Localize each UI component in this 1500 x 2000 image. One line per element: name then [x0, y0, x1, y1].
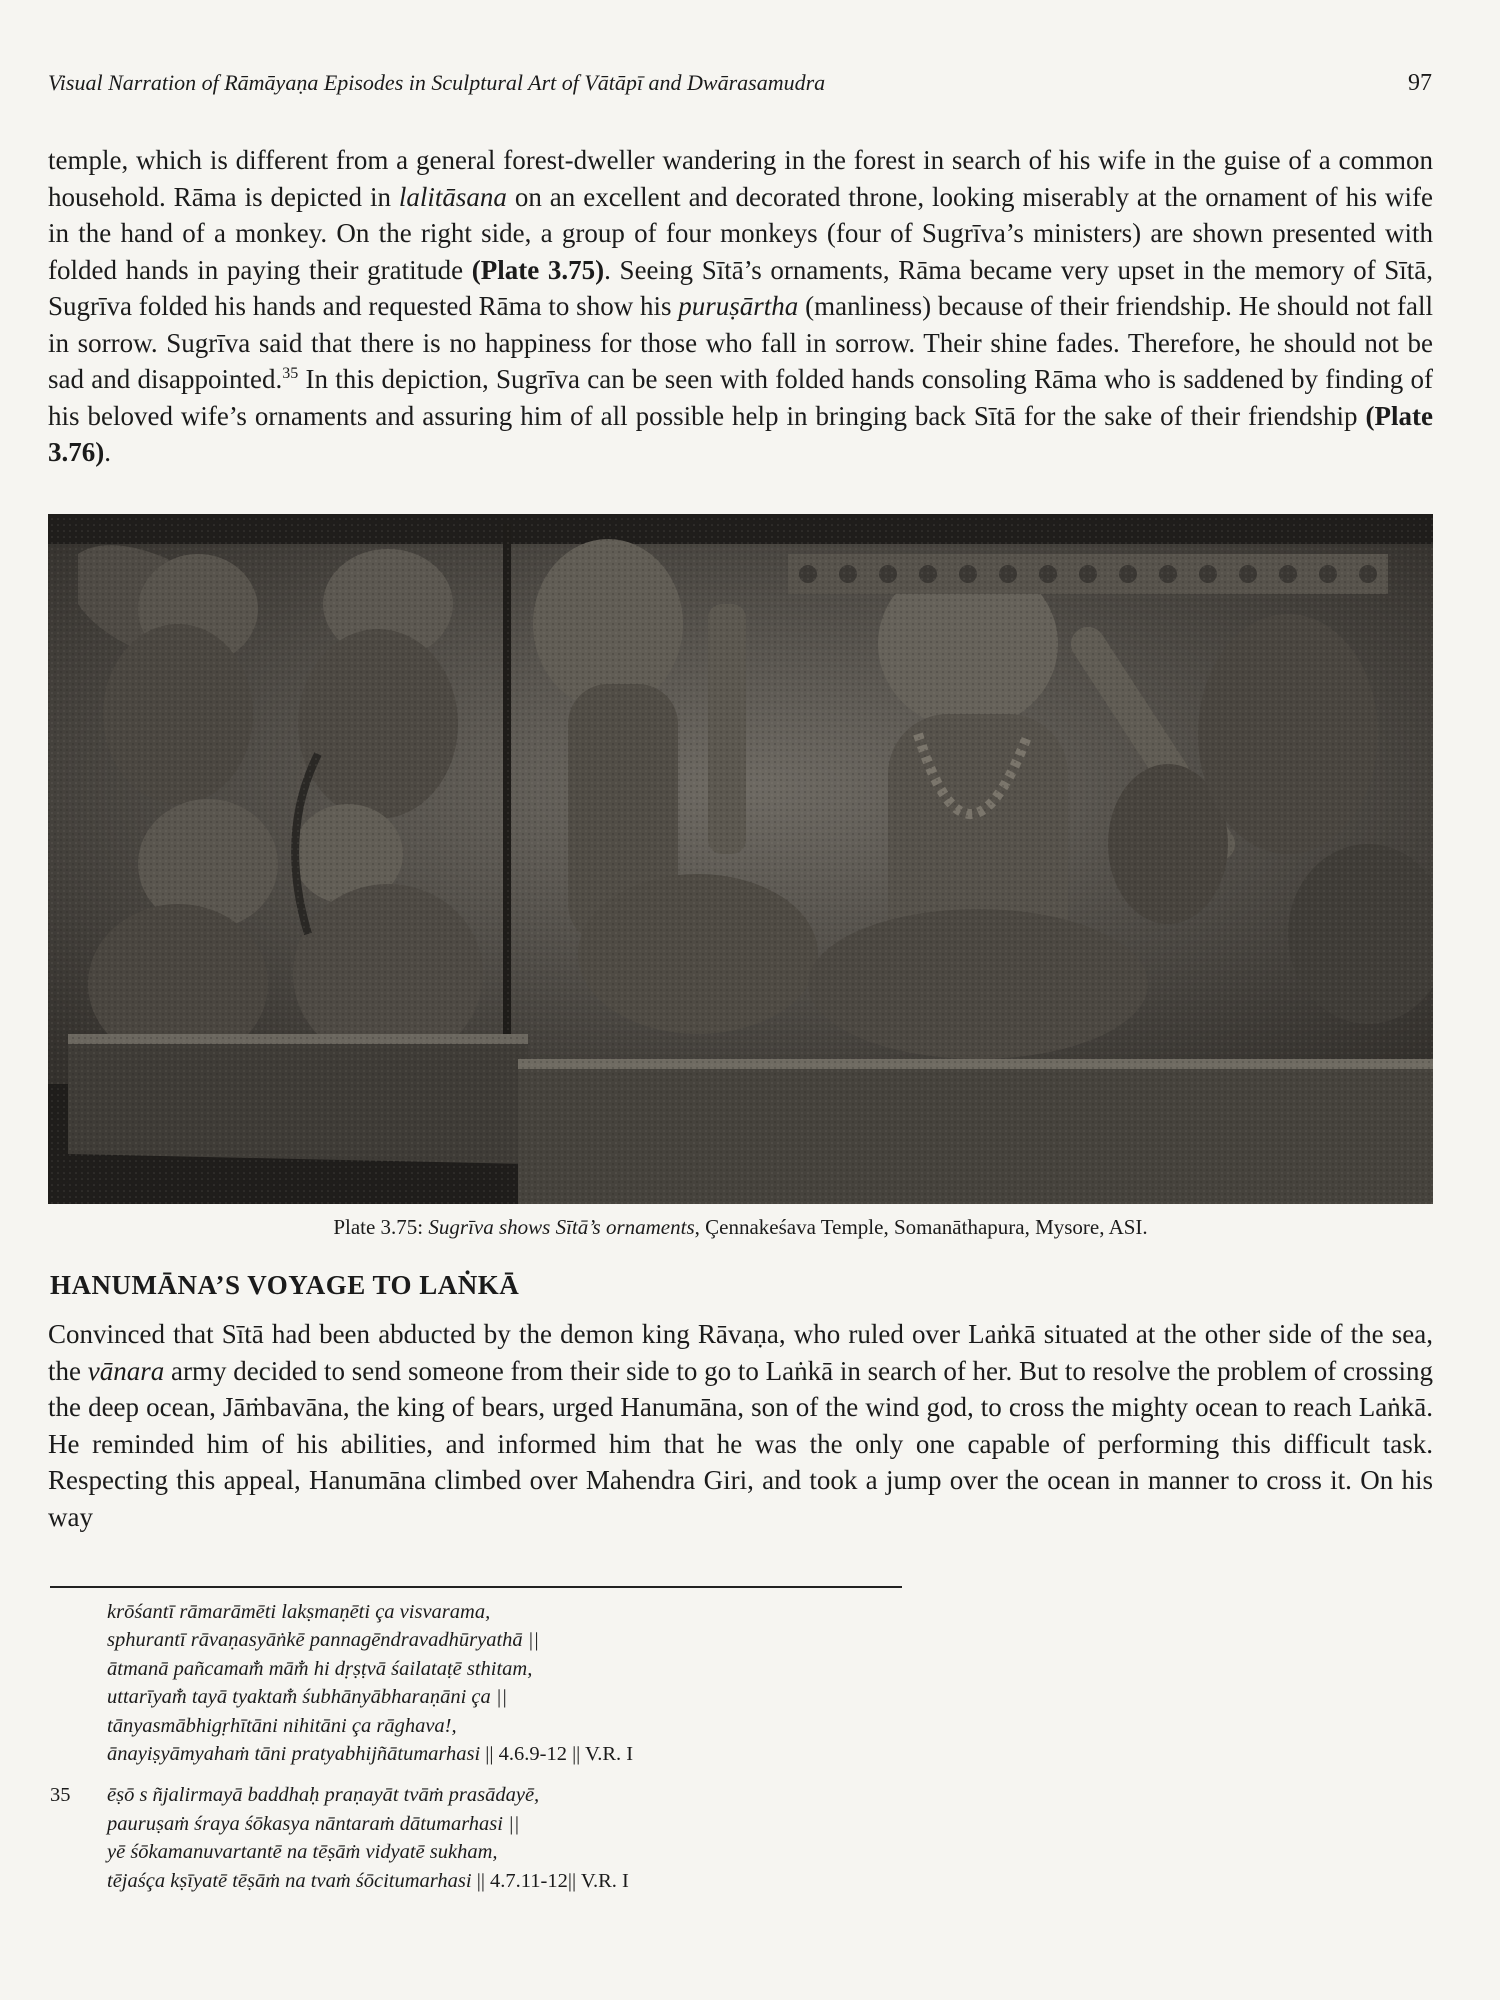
- text-span: . Seeing Sītā’s ornaments, Rāma became very upset in the memory of Sītā, Sugrīva folded his hands and requested Rāma to show his: [48, 254, 1434, 321]
- verse-line: pauruṣaṁ śraya śōkasya nāntaraṁ dātumarhasi ||: [107, 1812, 520, 1835]
- caption-prefix: Plate 3.75:: [333, 1215, 429, 1239]
- footnote-34: [50, 1598, 1150, 1768]
- term-vanara: vānara: [87, 1355, 165, 1386]
- verse-line: [107, 1867, 1150, 1895]
- page-number: 97: [1408, 70, 1432, 96]
- verse-line: uttarīyam̐ tayā tyaktam̐ śubhānyābharaṇāni ça ||: [107, 1686, 508, 1709]
- verse-citation: || 4.7.11-12|| V.R. I: [471, 1869, 629, 1892]
- term-purusartha: puruṣārtha: [678, 291, 799, 321]
- paragraph-hanumana-voyage: [48, 1316, 1433, 1535]
- section-heading: HANUMĀNA’S VOYAGE TO LAṄKĀ: [50, 1270, 520, 1300]
- footnote-divider: [50, 1586, 902, 1588]
- paragraph-rama-sugriva: [48, 142, 1433, 471]
- text-span: In this depiction, Sugrīva can be seen with folded hands consoling Rāma who is saddened by finding of his beloved wife’s ornaments and assuring him of all possible help in bringing back Sītā for the sake of their friendship: [48, 364, 1433, 431]
- verse-citation: || 4.6.9-12 || V.R. I: [480, 1743, 634, 1766]
- sculpture-photograph: [48, 514, 1433, 1204]
- text-span: army decided to send someone from their side to go to Laṅkā in search of her. But to resolve the problem of crossing the deep ocean, Jāṁbavāna, the king of bears, urged Hanumāna, son of the wind god, to cross the mighty ocean to reach Laṅkā. He reminded him of his abilities, and informed him that he was the only one capable of performing this difficult task. Respecting this appeal, Hanumāna climbed over Mahendra Giri, and took a jump over the ocean in manner to cross it. On his way: [48, 1355, 1433, 1532]
- caption-source: , Çennakeśava Temple, Somanāthapura, Mysore, ASI.: [694, 1215, 1148, 1239]
- caption-title: Sugrīva shows Sītā’s ornaments: [428, 1215, 695, 1239]
- verse-line: ātmanā pañcamam̐ mām̐ hi dṛṣṭvā śailataṭē sthitam,: [107, 1657, 533, 1680]
- footnote-number: 35: [50, 1784, 71, 1807]
- plate-reference-375: (Plate 3.75): [471, 254, 605, 285]
- plate-caption: [48, 1215, 1433, 1240]
- verse-text: tējaśça kṣīyatē tēṣāṁ na tvaṁ śōcitumarhasi: [107, 1869, 472, 1892]
- verse-line: tānyasmābhigṛhītāni nihitāni ça rāghava!,: [107, 1714, 457, 1737]
- text-span: Convinced that Sītā had been abducted by the demon king Rāvaṇa, who ruled over Laṅkā situated at the other side of the sea, the: [48, 1319, 1433, 1386]
- verse-line: krōśantī rāmarāmēti lakṣmaṇēti ça visvarama,: [107, 1601, 491, 1623]
- plate-reference-376: (Plate 3.76): [48, 400, 1433, 467]
- verse-line: yē śōkamanuvartantē na tēṣāṁ vidyatē sukham,: [107, 1841, 498, 1864]
- verse-text: ānayiṣyāmyahaṁ tāni pratyabhijñātumarhasi: [107, 1743, 481, 1766]
- verse-line: [107, 1740, 1150, 1768]
- term-lalitasana: lalitāsana: [398, 181, 507, 212]
- text-span: (manliness) because of their friendship. He should not fall in sorrow. Sugrīva said that there is no happiness for those who fall in sorrow. Their shine fades. Therefore, he should not be sad and disappointed.: [48, 291, 1433, 394]
- running-header-title: Visual Narration of Rāmāyaṇa Episodes in Sculptural Art of Vātāpī and Dwārasamudra: [48, 70, 826, 95]
- verse-line: ēṣō s ñjalirmayā baddhaḥ praṇayāt tvāṁ prasādayē,: [107, 1784, 540, 1807]
- text-span: on an excellent and decorated throne, looking miserably at the ornament of his wife in the hand of a monkey. On the right side, a group of four monkeys (four of Sugrīva’s ministers) are shown presented with folded hands in paying their gratitude: [48, 181, 1433, 285]
- footnote-35: [50, 1781, 1150, 1895]
- text-span: .: [104, 437, 111, 467]
- verse-line: sphurantī rāvaṇasyāṅkē pannagēndravadhūryathā ||: [107, 1629, 540, 1652]
- text-span: temple, which is different from a general forest-dweller wandering in the forest in search of his wife in the guise of a common household. Rāma is depicted in: [48, 145, 1433, 212]
- footnotes: [50, 1598, 1150, 1895]
- footnote-reference: 35: [282, 365, 299, 382]
